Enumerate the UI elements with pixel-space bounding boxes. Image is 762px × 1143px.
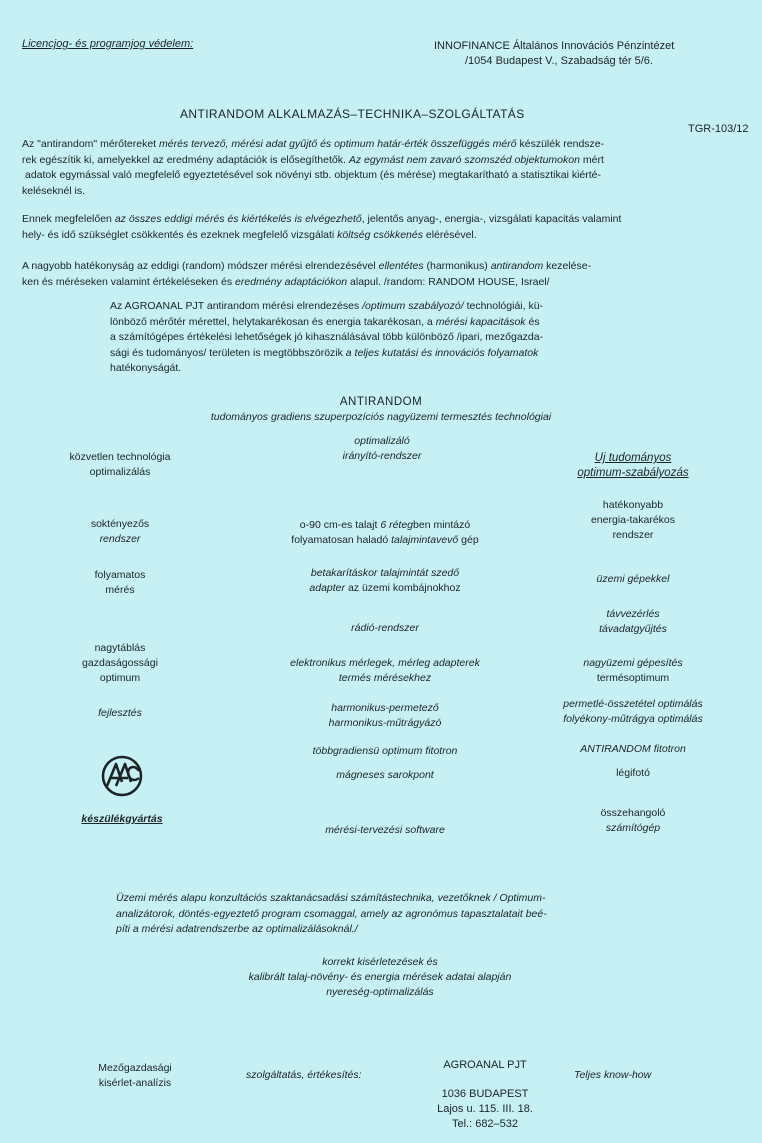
left-item-6: készülékgyártás	[81, 813, 163, 825]
footer-company: AGROANAL PJT 1036 BUDAPEST Lajos u. 115. III. 18. Tel.: 682–532	[437, 1059, 533, 1130]
center-item-3: rádió-rendszer	[351, 622, 419, 634]
left-item-3: folyamatos mérés	[94, 569, 146, 596]
center-item-8: mérési-tervezési software	[325, 824, 445, 836]
center-item-4: elektronikus mérlegek, mérleg adapterek termés mérésekhez	[290, 657, 480, 684]
right-item-8: összehangoló számítógép	[600, 807, 666, 834]
center-item-1: o-90 cm-es talajt 6 rétegben mintázó folyamatosan haladó talajmintavevő gép	[291, 519, 479, 546]
right-item-6: ANTIRANDOM fitotron	[580, 743, 686, 755]
company-name: INNOFINANCE Általános Innovációs Pénzintézet	[434, 40, 675, 52]
document-title: ANTIRANDOM ALKALMAZÁS–TECHNIKA–SZOLGÁLTATÁS	[180, 107, 525, 121]
paragraph-1: Az "antirandom" mérőtereket mérés tervező, mérési adat gyűjtő és optimum határ-érték összefüggés mérő készülék rendsze- rek egészítik ki, amelyekkel az eredmény adaptációk is elősegíthetők. Az egymást nem zavaró szomszéd objektumokon mért adatok egymással való megfelelő egyeztetésével sok növényi stb. objektum (és mérése) megtakarítható a statisztikai kiérté- keléseknél is.	[22, 138, 605, 197]
right-item-4: nagyüzemi gépesítés termésoptimum	[583, 657, 683, 684]
right-item-3: távvezérlés távadatgyűjtés	[599, 608, 667, 635]
footer-know-how: Teljes know-how	[574, 1069, 652, 1081]
left-item-2: soktényezős rendszer	[90, 518, 150, 545]
footer-left: Mezőgazdasági kisérlet-analízis	[98, 1062, 172, 1089]
paragraph-4: Az AGROANAL PJT antirandom mérési elrendezéses /optimum szabályozó/ technológiái, kü- lönböző mérőtér mérettel, helytakarékosan és energia takarékosan, a mérési kapacitások és a számítógépes értékelési lehetőségek jó kihasználásával több különböző /ipari, mezőgazda- sági és tudományos/ területen is megtöbbszörözik a teljes kutatási és innovációs folyamatok hatékonyságát.	[110, 300, 544, 374]
agroanal-logo	[98, 752, 146, 800]
document-code: TGR-103/12	[688, 123, 749, 135]
center-item-5: harmonikus-permetező harmonikus-műtrágyázó	[328, 702, 442, 729]
center-item-6: többgradiensü optimum fitotron	[312, 745, 458, 757]
license-note: Licencjog- és programjog védelem:	[22, 38, 194, 50]
right-item-1: hatékonyabb energia-takarékos rendszer	[590, 499, 676, 541]
left-item-5: fejlesztés	[98, 707, 142, 719]
diagram-title: ANTIRANDOM	[339, 396, 423, 408]
left-item-1: közvetlen technológia optimalizálás	[69, 451, 171, 478]
left-item-4: nagytáblás gazdaságossági optimum	[82, 642, 158, 684]
diagram-subtitle: tudományos gradiens szuperpozíciós nagyüzemi termesztés technológiai	[210, 411, 552, 423]
paragraph-2: Ennek megfelelően az összes eddigi mérés és kiértékelés is elvégezhető, jelentős anyag-, energia-, vizsgálati kapacitás valamint hely- és idő szükséglet csökkentés és ezeknek megfelelő vizsgálati költség csökkenés elérésével.	[22, 213, 622, 241]
right-heading: Uj tudományos optimum-szabályozás	[577, 452, 689, 479]
company-address: /1054 Budapest V., Szabadság tér 5/6.	[465, 55, 653, 67]
consulting-paragraph: Üzemi mérés alapu konzultációs szaktanácsadási számítástechnika, vezetőknek / Optimum- analizátorok, döntés-egyeztető program csomaggal, amely az agronómus tapasztalatait beé- píti a mérési adatrendszerbe az optimalizálásoknál./	[116, 892, 547, 935]
right-item-5: permetlé-összetétel optimálás folyékony-műtrágya optimálás	[563, 698, 703, 725]
center-item-2: betakarításkor talajmintát szedő adapter az üzemi kombájnokhoz	[309, 567, 461, 594]
right-item-7: légifotó	[616, 767, 650, 779]
center-top-label: optimalizáló irányító-rendszer	[342, 435, 422, 462]
closing-statement: korrekt kisérletezések és kalibrált talaj-növény- és energia mérések adatai alapján nyereség-optimalizálás	[248, 956, 512, 998]
paragraph-3: A nagyobb hatékonyság az eddigi (random) módszer mérési elrendezésével ellentétes (harmonikus) antirandom kezelése- ken és méréseken valamint értékeléseken és eredmény adaptációkon alapul. /random: RANDOM HOUSE, Israel/	[22, 260, 592, 288]
right-item-2: üzemi gépekkel	[596, 573, 670, 585]
center-item-7: mágneses sarokpont	[336, 769, 434, 781]
footer-services: szolgáltatás, értékesítés:	[246, 1069, 362, 1081]
